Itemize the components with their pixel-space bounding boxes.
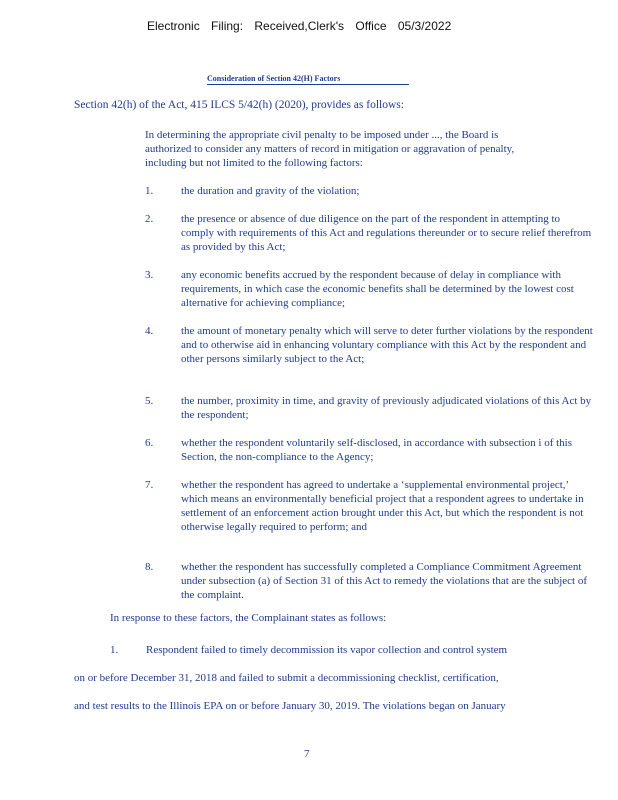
factor-number: 7. (145, 479, 154, 491)
factor-item (145, 436, 595, 464)
factor-number: 2. (145, 213, 154, 225)
factor-number: 5. (145, 395, 154, 407)
header-date: 05/3/2022 (397, 19, 452, 33)
factor-text: whether the respondent voluntarily self-disclosed, in accordance with subsection i of this Section, the non-compliance to the Agency; (181, 437, 573, 463)
claim-text: Respondent failed to timely decommission its vapor collection and control system (146, 644, 508, 656)
claim-number: 1. (110, 644, 119, 656)
header-filing: Filing: (211, 19, 244, 33)
claim-line: on or before December 31, 2018 and failed to submit a decommissioning checklist, certification, (74, 672, 499, 684)
factor-text: the amount of monetary penalty which will serve to deter further violations by the respondent and to otherwise aid in enhancing voluntary compliance with this Act by the respondent and other persons similarly subject to the Act; (181, 325, 593, 365)
filing-stamp-header (147, 19, 451, 33)
factor-number: 6. (145, 437, 154, 449)
factor-text: the number, proximity in time, and gravity of previously adjudicated violations of this Act by the respondent; (181, 395, 592, 421)
response-lead: In response to these factors, the Complainant states as follows: (110, 612, 387, 624)
page-number: 7 (304, 748, 310, 760)
factor-text: any economic benefits accrued by the respondent because of delay in compliance with requirements, in which case the economic benefits shall be determined by the lowest cost alternative for achieving compliance; (181, 269, 574, 309)
header-office: Office (355, 19, 387, 33)
factor-number: 1. (145, 185, 154, 197)
intro-paragraph: Section 42(h) of the Act, 415 ILCS 5/42(h) (2020), provides as follows: (74, 99, 404, 111)
header-received: Received,Clerk's (254, 19, 345, 33)
factor-item (145, 560, 595, 602)
factor-text: whether the respondent has successfully completed a Compliance Commitment Agreement under subsection (a) of Section 31 of this Act to remedy the violations that are the subject of the complaint. (181, 561, 587, 601)
claim-line (110, 644, 507, 656)
factor-item (145, 324, 595, 366)
factor-item (145, 394, 595, 422)
block-quote: In determining the appropriate civil penalty to be imposed under ..., the Board is authorized to consider any matters of record in mitigation or aggravation of penalty, including but not limited to the following factors: (145, 129, 515, 169)
factor-item (145, 268, 595, 310)
header-electronic: Electronic (147, 19, 200, 33)
claim-line: and test results to the Illinois EPA on or before January 30, 2019. The violations began on January (74, 700, 506, 712)
factor-text: the duration and gravity of the violation; (181, 185, 360, 197)
factor-text: the presence or absence of due diligence on the part of the respondent in attempting to comply with requirements of this Act and regulations thereunder or to secure relief therefrom as provided by this Act; (181, 213, 592, 253)
factor-number: 4. (145, 325, 154, 337)
factor-item (145, 478, 595, 534)
factor-item (145, 212, 595, 254)
factor-number: 8. (145, 561, 154, 573)
factor-item (145, 184, 595, 198)
factor-number: 3. (145, 269, 154, 281)
section-title: Consideration of Section 42(H) Factors (207, 74, 409, 85)
factor-text: whether the respondent has agreed to undertake a ‘supplemental environmental project,’ which means an environmentally beneficial project that a respondent agrees to undertake in settlement of an enforcement action brought under this Act, but which the respondent is not otherwise legally required to perform; and (181, 479, 584, 533)
